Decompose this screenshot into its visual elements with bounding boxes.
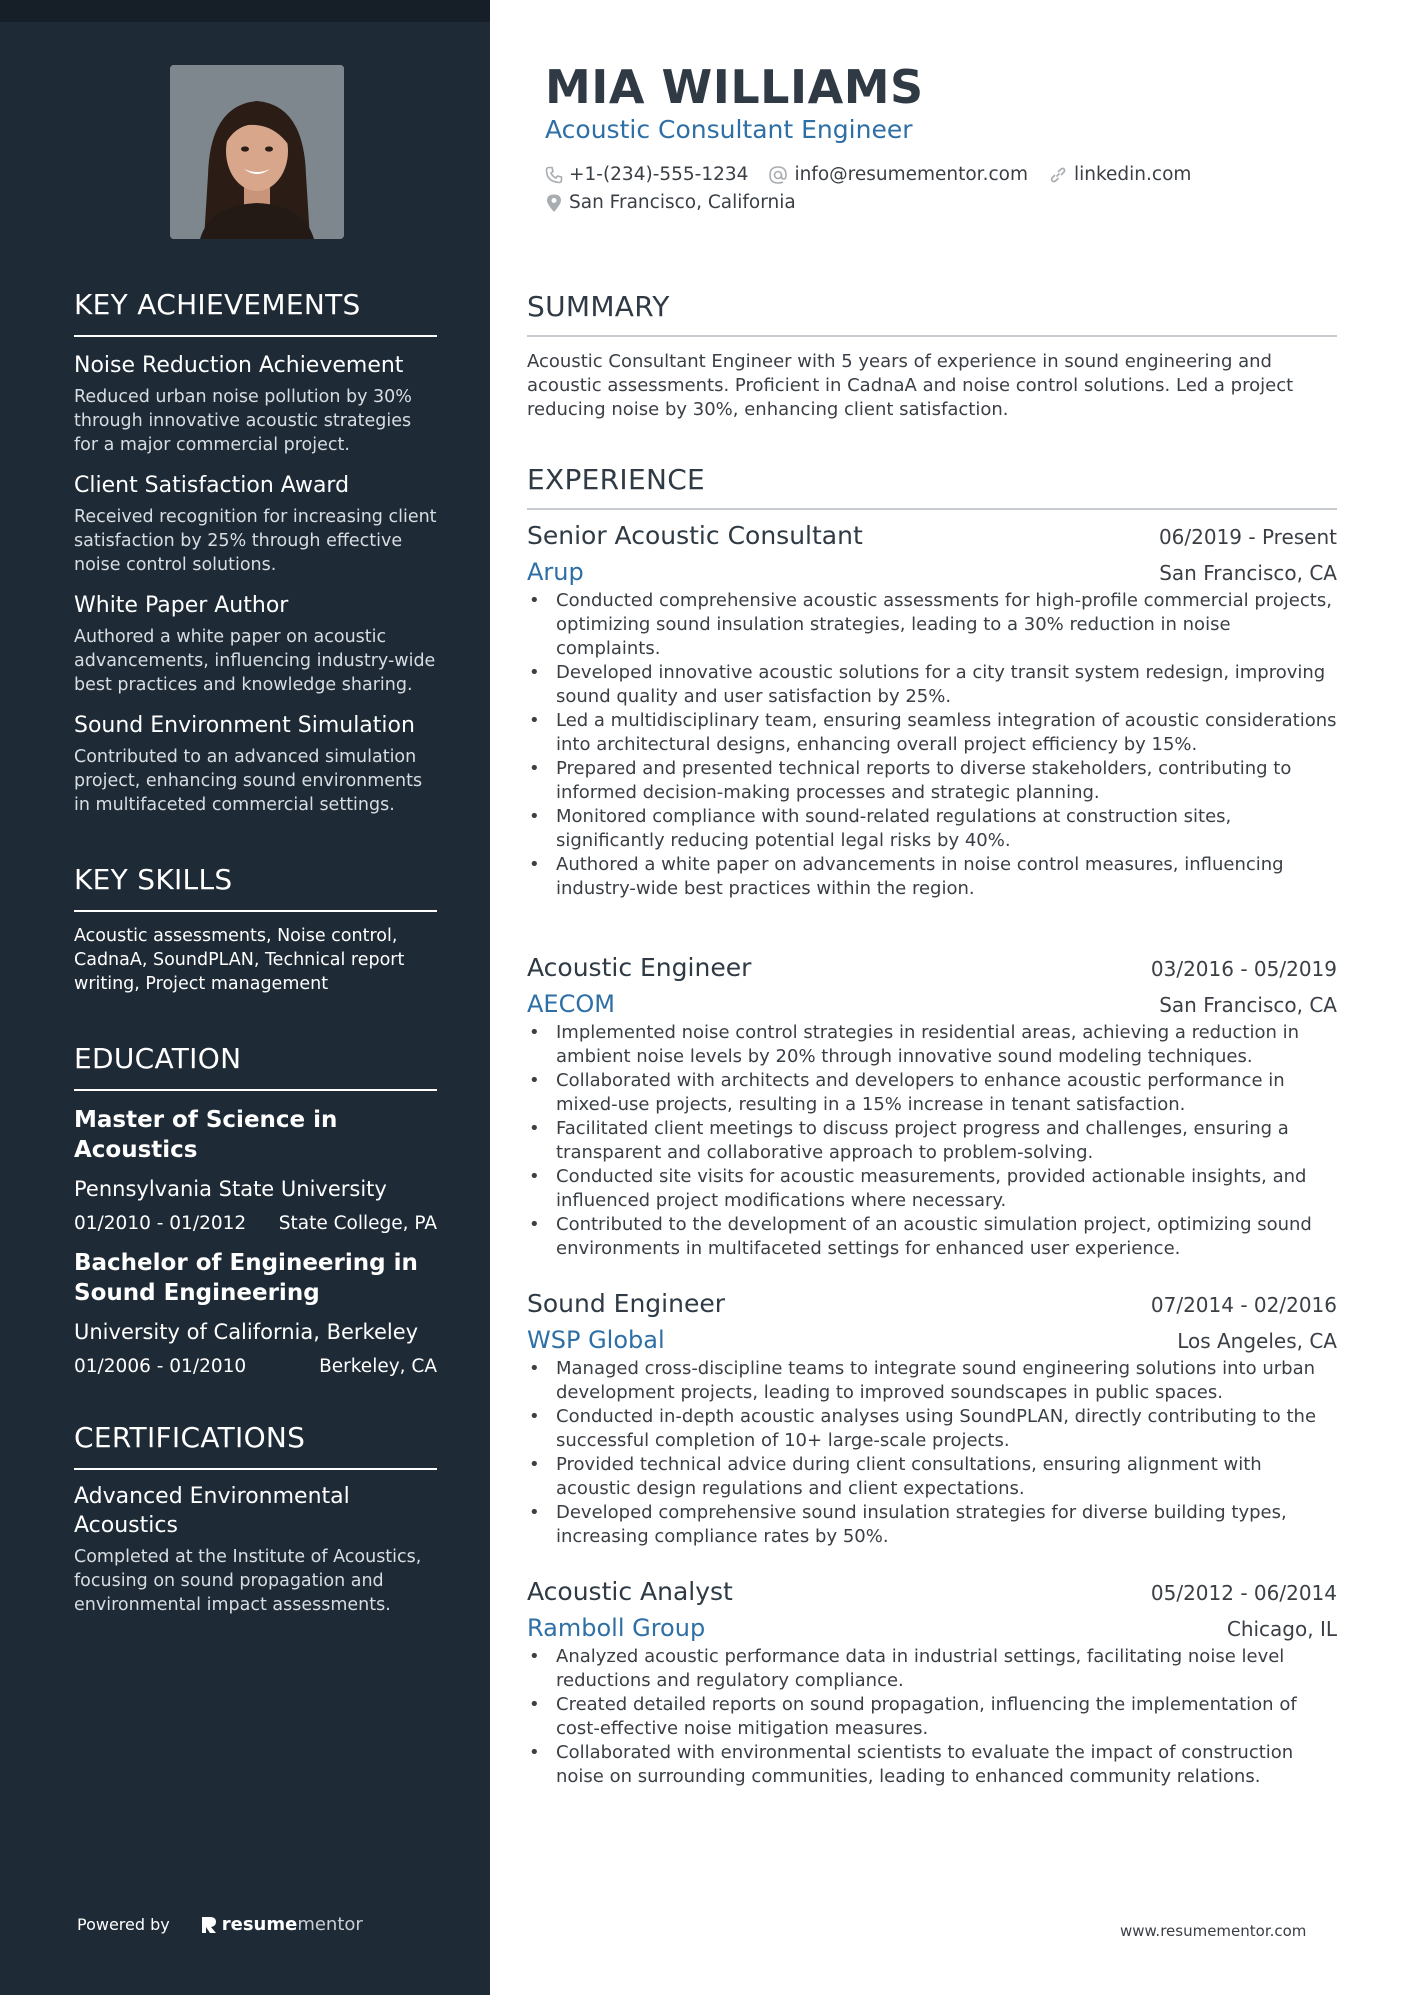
location-pin-icon	[545, 193, 563, 213]
brand-logo[interactable]	[200, 1914, 363, 1935]
bullet-item: • Facilitated client meetings to discuss project progress and challenges, ensuring a transparent and collaborative approach to problem-solving.	[527, 1117, 1337, 1165]
certifications-heading: CERTIFICATIONS	[74, 1421, 437, 1470]
education-school: Pennsylvania State University	[74, 1177, 387, 1201]
sidebar-content	[74, 288, 437, 1617]
brand-name-light: mentor	[297, 1914, 363, 1935]
summary-text: Acoustic Consultant Engineer with 5 years of experience in sound engineering and acoustic assessments. Proficient in CadnaA and noise control solutions. Led a project reducing noise by 30%, enhancing client satisfaction.	[527, 351, 1294, 420]
achievement-title: Noise Reduction Achievement	[74, 353, 404, 378]
bullet-item: • Created detailed reports on sound propagation, influencing the implementation of cost-effective noise mitigation measures.	[527, 1693, 1337, 1741]
education-meta	[74, 1356, 437, 1377]
linkedin-text: linkedin.com	[1073, 164, 1192, 185]
job-header	[527, 1289, 1337, 1318]
job-entry	[527, 1577, 1337, 1789]
bullet-item: • Collaborated with environmental scientists to evaluate the impact of construction noise on surrounding communities, leading to enhanced community relations.	[527, 1741, 1337, 1789]
link-icon	[1048, 165, 1068, 185]
education-school: University of California, Berkeley	[74, 1320, 419, 1344]
education-item	[74, 1248, 437, 1377]
at-icon	[768, 165, 788, 185]
contact-email[interactable]	[768, 164, 1028, 185]
job-dates: 07/2014 - 02/2016	[1150, 1293, 1337, 1317]
bullet-item: • Prepared and presented technical reports to diverse stakeholders, contributing to informed decision-making processes and strategic planning.	[527, 757, 1337, 805]
achievement-item	[74, 471, 437, 577]
job-location: San Francisco, CA	[1159, 561, 1337, 585]
bullet-item: • Authored a white paper on advancements in noise control measures, influencing industry-wide best practices within the region.	[527, 853, 1337, 901]
candidate-name: MIA WILLIAMS	[545, 60, 924, 114]
achievement-description: Reduced urban noise pollution by 30% through innovative acoustic strategies for a major commercial project.	[74, 387, 412, 455]
job-header	[527, 953, 1337, 982]
job-company: Ramboll Group	[527, 1614, 706, 1642]
achievement-item	[74, 591, 437, 697]
job-subheader	[527, 1326, 1337, 1354]
brand-name-bold: resume	[221, 1914, 298, 1935]
footer-url[interactable]: www.resumementor.com	[1120, 1922, 1307, 1940]
certification-item	[74, 1482, 437, 1617]
job-location: San Francisco, CA	[1159, 993, 1337, 1017]
job-company: AECOM	[527, 990, 615, 1018]
skills-heading: KEY SKILLS	[74, 863, 437, 912]
achievement-title: Client Satisfaction Award	[74, 473, 350, 498]
job-company: WSP Global	[527, 1326, 665, 1354]
contact-phone[interactable]	[545, 164, 748, 185]
summary-heading: SUMMARY	[527, 290, 1337, 337]
job-location: Chicago, IL	[1226, 1617, 1337, 1641]
contact-row	[545, 164, 1211, 185]
bullet-item: • Contributed to the development of an acoustic simulation project, optimizing sound environments in multifaceted settings for enhanced user experience.	[527, 1213, 1337, 1261]
bullet-item: • Conducted site visits for acoustic measurements, provided actionable insights, and influenced project modifications where necessary.	[527, 1165, 1337, 1213]
education-degree: Bachelor of Engineering in Sound Engineering	[74, 1250, 418, 1306]
brand-mark-icon	[200, 1915, 218, 1935]
bullet-item: • Analyzed acoustic performance data in industrial settings, facilitating noise level reductions and regulatory compliance.	[527, 1645, 1337, 1693]
education-item	[74, 1105, 437, 1234]
location-text: San Francisco, California	[569, 192, 796, 213]
bullet-item: • Provided technical advice during client consultations, ensuring alignment with acoustic design regulations and client expectations.	[527, 1453, 1337, 1501]
job-entry	[527, 521, 1337, 901]
achievement-item	[74, 351, 437, 457]
sidebar	[0, 0, 490, 1995]
job-header	[527, 521, 1337, 550]
job-bullets	[527, 589, 1337, 901]
education-location: Berkeley, CA	[319, 1356, 437, 1377]
bullet-item: • Managed cross-discipline teams to integrate sound engineering solutions into urban development projects, leading to improved soundscapes in public spaces.	[527, 1357, 1337, 1405]
job-role: Senior Acoustic Consultant	[527, 521, 863, 550]
job-bullets	[527, 1645, 1337, 1789]
job-role: Acoustic Engineer	[527, 953, 752, 982]
bullet-item: • Developed comprehensive sound insulation strategies for diverse building types, increasing compliance rates by 50%.	[527, 1501, 1337, 1549]
phone-icon	[545, 166, 563, 184]
experience-heading: EXPERIENCE	[527, 463, 1337, 510]
contact-location	[545, 192, 796, 213]
achievement-description: Received recognition for increasing client satisfaction by 25% through effective noise control solutions.	[74, 507, 437, 575]
certification-description: Completed at the Institute of Acoustics, focusing on sound propagation and environmental impact assessments.	[74, 1547, 422, 1615]
education-dates: 01/2010 - 01/2012	[74, 1213, 247, 1234]
job-dates: 05/2012 - 06/2014	[1150, 1581, 1337, 1605]
education-heading: EDUCATION	[74, 1042, 437, 1091]
job-header	[527, 1577, 1337, 1606]
candidate-title: Acoustic Consultant Engineer	[545, 115, 913, 144]
job-subheader	[527, 1614, 1337, 1642]
bullet-item: • Conducted comprehensive acoustic assessments for high-profile commercial projects, optimizing sound insulation strategies, leading to a 30% reduction in noise complaints.	[527, 589, 1337, 661]
job-company: Arup	[527, 558, 584, 586]
job-role: Sound Engineer	[527, 1289, 726, 1318]
achievement-title: White Paper Author	[74, 593, 289, 618]
bullet-item: • Implemented noise control strategies in residential areas, achieving a reduction in ambient noise levels by 20% through innovative sound modeling techniques.	[527, 1021, 1337, 1069]
education-dates: 01/2006 - 01/2010	[74, 1356, 247, 1377]
sidebar-top-bar	[0, 0, 490, 22]
job-bullets	[527, 1021, 1337, 1261]
job-subheader	[527, 990, 1337, 1018]
certification-title: Advanced Environmental Acoustics	[74, 1484, 350, 1538]
job-location: Los Angeles, CA	[1177, 1329, 1337, 1353]
contact-linkedin[interactable]	[1048, 164, 1191, 185]
job-bullets	[527, 1357, 1337, 1549]
job-entry	[527, 1289, 1337, 1549]
profile-photo	[170, 65, 344, 239]
job-subheader	[527, 558, 1337, 586]
job-dates: 06/2019 - Present	[1158, 525, 1337, 549]
phone-text: +1-(234)-555-1234	[569, 164, 749, 185]
powered-by-label: Powered by	[77, 1915, 170, 1934]
location-row	[545, 192, 816, 213]
bullet-item: • Conducted in-depth acoustic analyses using SoundPLAN, directly contributing to the successful completion of 10+ large-scale projects.	[527, 1405, 1337, 1453]
main-content	[527, 0, 1337, 1995]
bullet-item: • Collaborated with architects and developers to enhance acoustic performance in mixed-use projects, resulting in a 15% increase in tenant satisfaction.	[527, 1069, 1337, 1117]
bullet-item: • Monitored compliance with sound-related regulations at construction sites, significantly reducing potential legal risks by 40%.	[527, 805, 1337, 853]
powered-by	[77, 1914, 363, 1935]
achievement-description: Authored a white paper on acoustic advancements, influencing industry-wide best practices and knowledge sharing.	[74, 627, 436, 695]
email-text: info@resumementor.com	[794, 164, 1028, 185]
education-meta	[74, 1213, 437, 1234]
job-entry	[527, 953, 1337, 1261]
achievement-description: Contributed to an advanced simulation project, enhancing sound environments in multifaceted commercial settings.	[74, 747, 423, 815]
education-location: State College, PA	[278, 1213, 437, 1234]
achievement-title: Sound Environment Simulation	[74, 713, 415, 738]
achievements-heading: KEY ACHIEVEMENTS	[74, 288, 437, 337]
bullet-item: • Developed innovative acoustic solutions for a city transit system redesign, improving sound quality and user satisfaction by 25%.	[527, 661, 1337, 709]
job-dates: 03/2016 - 05/2019	[1150, 957, 1337, 981]
job-role: Acoustic Analyst	[527, 1577, 733, 1606]
bullet-item: • Led a multidisciplinary team, ensuring seamless integration of acoustic considerations into architectural designs, enhancing overall project efficiency by 15%.	[527, 709, 1337, 757]
achievement-item	[74, 711, 437, 817]
skills-list: Acoustic assessments, Noise control, CadnaA, SoundPLAN, Technical report writing, Project management	[74, 926, 405, 994]
education-degree: Master of Science in Acoustics	[74, 1107, 338, 1163]
